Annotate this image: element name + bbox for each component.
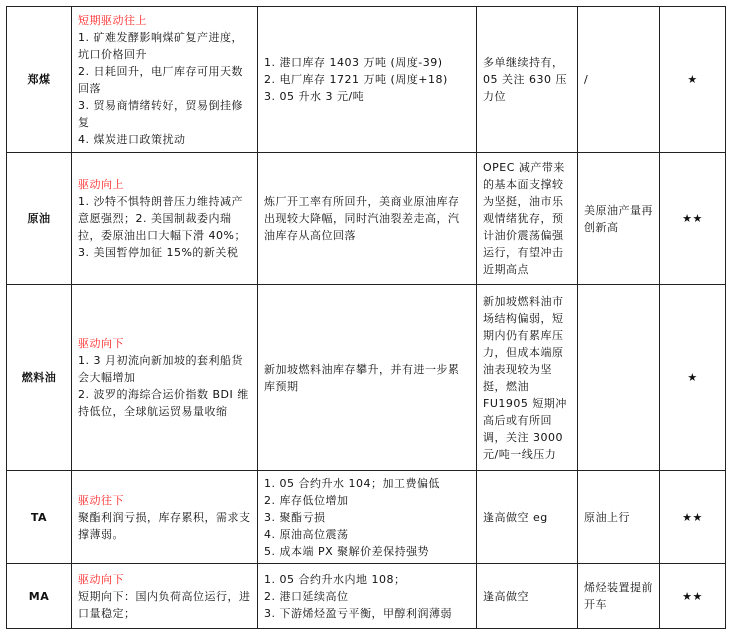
- driver-item: 1. 3 月初流向新加坡的套利船货会大幅增加: [78, 354, 243, 384]
- rating-stars: ★★: [660, 471, 726, 564]
- inventory-item: 2. 港口延续高位: [264, 589, 349, 603]
- driver-cell: [72, 564, 258, 629]
- inventory-cell: [258, 7, 477, 153]
- risk-cell: 烯烃装置提前开车: [578, 564, 660, 629]
- table-row: [7, 564, 726, 629]
- commodity-name: MA: [7, 564, 72, 629]
- inventory-item: 3. 聚酯亏损: [264, 510, 326, 524]
- strategy-cell: 新加坡燃料油市场结构偏弱，短期内仍有累库压力，但成本端原油表现较为坚挺，燃油 FU1905 短期冲高后或有所回调，关注 3000 元/吨一线压力: [477, 285, 578, 471]
- driver-item: 2. 日耗回升，电厂库存可用天数回落: [78, 64, 243, 95]
- inventory-cell: 炼厂开工率有所回升，美商业原油库存出现较大降幅，同时汽油裂差走高，汽油库存从高位回落: [258, 153, 477, 285]
- driver-title: 驱动向上: [78, 178, 124, 191]
- driver-item: 3. 美国暂停加征 15%的新关税: [78, 246, 239, 259]
- inventory-item: 3. 下游烯烃盈亏平衡，甲醇利润薄弱: [264, 606, 452, 620]
- driver-title: 驱动向下: [78, 572, 124, 586]
- driver-cell: [72, 471, 258, 564]
- inventory-item: 4. 原油高位震荡: [264, 527, 349, 541]
- table-row: [7, 471, 726, 564]
- strategy-cell: 逢高做空 eg: [477, 471, 578, 564]
- driver-item: 4. 煤炭进口政策扰动: [78, 132, 186, 146]
- driver-title: 驱动往下: [78, 493, 124, 507]
- driver-item: 聚酯利润亏损，库存累积，需求支撑薄弱。: [78, 510, 251, 541]
- table-row: [7, 285, 726, 471]
- inventory-item: 2. 库存低位增加: [264, 493, 349, 507]
- driver-item: 1. 沙特不惧特朗普压力维持减产意愿强烈；2. 美国制裁委内瑞拉，委原油出口大幅下滑 40%；: [78, 195, 246, 242]
- commodity-name: TA: [7, 471, 72, 564]
- inventory-item: 3. 05 升水 3 元/吨: [264, 90, 365, 103]
- commodity-name: 燃料油: [7, 285, 72, 471]
- strategy-cell: 逢高做空: [477, 564, 578, 629]
- inventory-item: 1. 05 合约升水内地 108；: [264, 572, 406, 586]
- risk-cell: 原油上行: [578, 471, 660, 564]
- inventory-item: 1. 05 合约升水 104；加工费偏低: [264, 476, 440, 490]
- driver-cell: [72, 7, 258, 153]
- risk-cell: /: [578, 7, 660, 153]
- rating-stars: ★: [660, 7, 726, 153]
- driver-cell: [72, 153, 258, 285]
- inventory-item: 5. 成本端 PX 聚解价差保持强势: [264, 544, 430, 558]
- risk-cell: 美原油产量再创新高: [578, 153, 660, 285]
- table-row: [7, 7, 726, 153]
- commodity-name: 郑煤: [7, 7, 72, 153]
- strategy-cell: OPEC 减产带来的基本面支撑较为坚挺，油市乐观情绪犹存，预计油价震荡偏强运行，有望冲击近期高点: [477, 153, 578, 285]
- strategy-cell: 多单继续持有，05 关注 630 压力位: [477, 7, 578, 153]
- inventory-item: 2. 电厂库存 1721 万吨 (周度+18): [264, 73, 448, 86]
- risk-cell: [578, 285, 660, 471]
- rating-stars: ★: [660, 285, 726, 471]
- driver-item: 短期向下：国内负荷高位运行，进口量稳定；: [78, 589, 251, 620]
- driver-item: 2. 波罗的海综合运价指数 BDI 维持低位，全球航运贸易量收缩: [78, 388, 249, 418]
- driver-title: 短期驱动往上: [78, 13, 147, 27]
- driver-title: 驱动向下: [78, 337, 124, 350]
- table-row: [7, 153, 726, 285]
- inventory-cell: 新加坡燃料油库存攀升，并有进一步累库预期: [258, 285, 477, 471]
- rating-stars: ★★: [660, 153, 726, 285]
- rating-stars: ★★: [660, 564, 726, 629]
- commodity-name: 原油: [7, 153, 72, 285]
- inventory-cell: [258, 471, 477, 564]
- driver-cell: [72, 285, 258, 471]
- driver-item: 3. 贸易商情绪转好，贸易倒挂修复: [78, 98, 243, 129]
- inventory-cell: [258, 564, 477, 629]
- inventory-item: 1. 港口库存 1403 万吨 (周度-39): [264, 56, 443, 69]
- driver-item: 1. 矿难发酵影响煤矿复产进度，坑口价格回升: [78, 30, 243, 61]
- commodity-table: [6, 6, 726, 629]
